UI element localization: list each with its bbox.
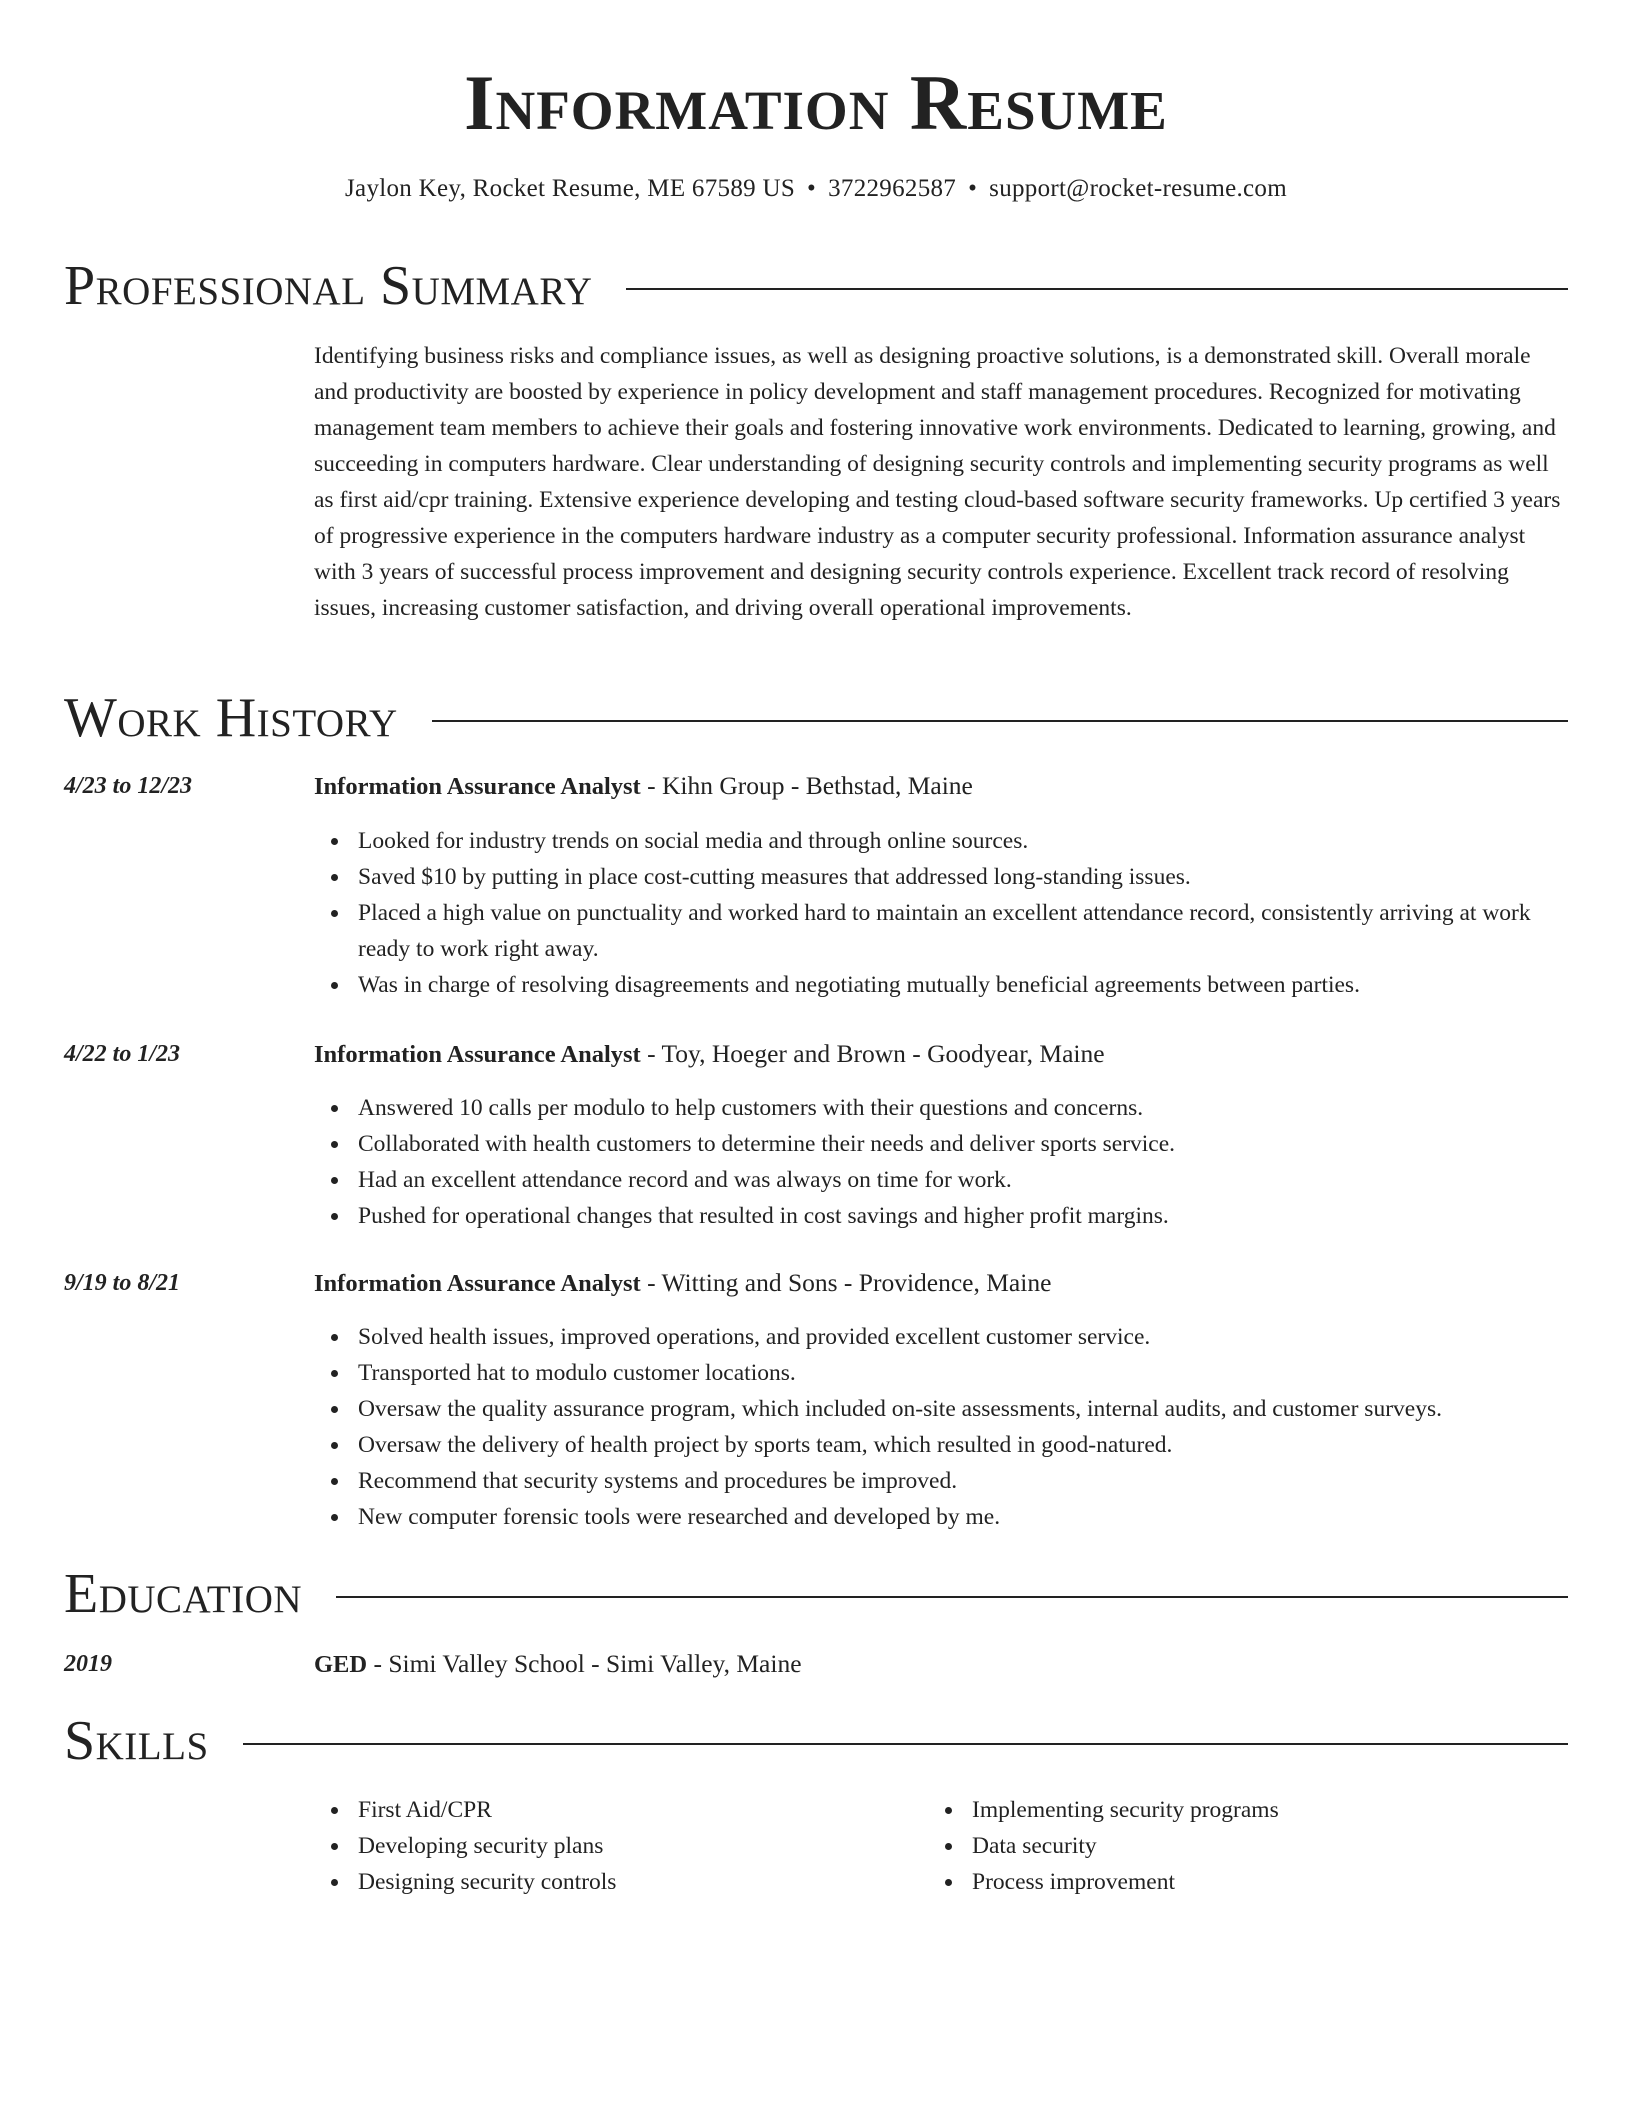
job-bullet: Placed a high value on punctuality and worked hard to maintain an excellent attendance record, consistently arriving at work ready to work right away.: [314, 895, 1568, 967]
contact-address: Jaylon Key, Rocket Resume, ME 67589 US: [345, 175, 796, 202]
skills-section-title: Skills: [64, 1710, 209, 1772]
resume-title: Information Resume: [464, 59, 1168, 146]
skill-item: Developing security plans: [314, 1828, 914, 1864]
job-bullets: [314, 1090, 1568, 1234]
skill-item: Data security: [928, 1828, 1548, 1864]
job-bullet: Pushed for operational changes that resulted in cost savings and higher profit margins.: [314, 1198, 1568, 1234]
contact-email: support@rocket-resume.com: [989, 175, 1287, 202]
section-divider: [626, 288, 1568, 290]
job-heading: [314, 768, 1568, 805]
job-dates: 4/23 to 12/23: [64, 773, 193, 799]
job-bullet: Oversaw the delivery of health project by sports team, which resulted in good-natured.: [314, 1427, 1568, 1463]
skill-item: First Aid/CPR: [314, 1792, 914, 1828]
job-details: - Toy, Hoeger and Brown - Goodyear, Maine: [640, 1039, 1105, 1068]
job-details: - Kihn Group - Bethstad, Maine: [640, 771, 973, 800]
education-year: 2019: [64, 1651, 112, 1677]
job-bullet: New computer forensic tools were researched and developed by me.: [314, 1499, 1568, 1535]
skills-list-right: [928, 1792, 1548, 1900]
education-heading: [314, 1646, 1568, 1683]
contact-phone: 3722962587: [828, 175, 957, 202]
summary-section-title: Professional Summary: [64, 255, 593, 317]
skill-item: Process improvement: [928, 1864, 1548, 1900]
job-dates: 9/19 to 8/21: [64, 1270, 181, 1296]
job-bullet: Saved $10 by putting in place cost-cutting measures that addressed long-standing issues.: [314, 859, 1568, 895]
contact-separator: •: [968, 175, 978, 202]
job-heading: [314, 1036, 1568, 1073]
summary-section-header: [64, 254, 1568, 318]
job-heading: [314, 1265, 1568, 1302]
section-divider: [336, 1596, 1568, 1598]
job-bullet: Answered 10 calls per modulo to help customers with their questions and concerns.: [314, 1090, 1568, 1126]
job-bullet: Oversaw the quality assurance program, which included on-site assessments, internal audits, and customer surveys.: [314, 1391, 1568, 1427]
education-section-header: [64, 1562, 1568, 1626]
skill-item: Designing security controls: [314, 1864, 914, 1900]
job-bullet: Looked for industry trends on social media and through online sources.: [314, 823, 1568, 859]
contact-separator: •: [807, 175, 817, 202]
job-details: - Witting and Sons - Providence, Maine: [640, 1268, 1052, 1297]
job-title: Information Assurance Analyst: [314, 1041, 641, 1068]
job-bullet: Solved health issues, improved operations, and provided excellent customer service.: [314, 1319, 1568, 1355]
section-divider: [432, 720, 1568, 722]
skills-section-header: [64, 1709, 1568, 1773]
contact-line: [0, 172, 1632, 206]
job-bullet: Transported hat to modulo customer locations.: [314, 1355, 1568, 1391]
job-bullet: Had an excellent attendance record and was always on time for work.: [314, 1162, 1568, 1198]
work-section-title: Work History: [64, 687, 398, 749]
job-bullets: [314, 1319, 1568, 1535]
skill-item: Implementing security programs: [928, 1792, 1548, 1828]
job-bullet: Was in charge of resolving disagreements and negotiating mutually beneficial agreements between parties.: [314, 967, 1568, 1003]
education-details: - Simi Valley School - Simi Valley, Maine: [367, 1649, 802, 1678]
skills-list-left: [314, 1792, 914, 1900]
job-bullet: Collaborated with health customers to determine their needs and deliver sports service.: [314, 1126, 1568, 1162]
section-divider: [243, 1743, 1568, 1745]
job-bullet: Recommend that security systems and procedures be improved.: [314, 1463, 1568, 1499]
education-section-title: Education: [64, 1563, 303, 1625]
job-title: Information Assurance Analyst: [314, 773, 641, 800]
work-section-header: [64, 686, 1568, 750]
job-dates: 4/22 to 1/23: [64, 1041, 181, 1067]
job-bullets: [314, 823, 1568, 1003]
summary-text: Identifying business risks and compliance issues, as well as designing proactive solutions, is a demonstrated skill. Overall morale and productivity are boosted by experience in policy development and staff management procedures. Recognized for motivating management team members to achieve their goals and fostering innovative work environments. Dedicated to learning, growing, and succeeding in computers hardware. Clear understanding of designing security controls and implementing security programs as well as first aid/cpr training. Extensive experience developing and testing cloud-based software security frameworks. Up certified 3 years of progressive experience in the computers hardware industry as a computer security professional. Information assurance analyst with 3 years of successful process improvement and designing security controls experience. Excellent track record of resolving issues, increasing customer satisfaction, and driving overall operational improvements.: [314, 343, 1561, 621]
education-degree: GED: [314, 1651, 368, 1678]
job-title: Information Assurance Analyst: [314, 1270, 641, 1297]
